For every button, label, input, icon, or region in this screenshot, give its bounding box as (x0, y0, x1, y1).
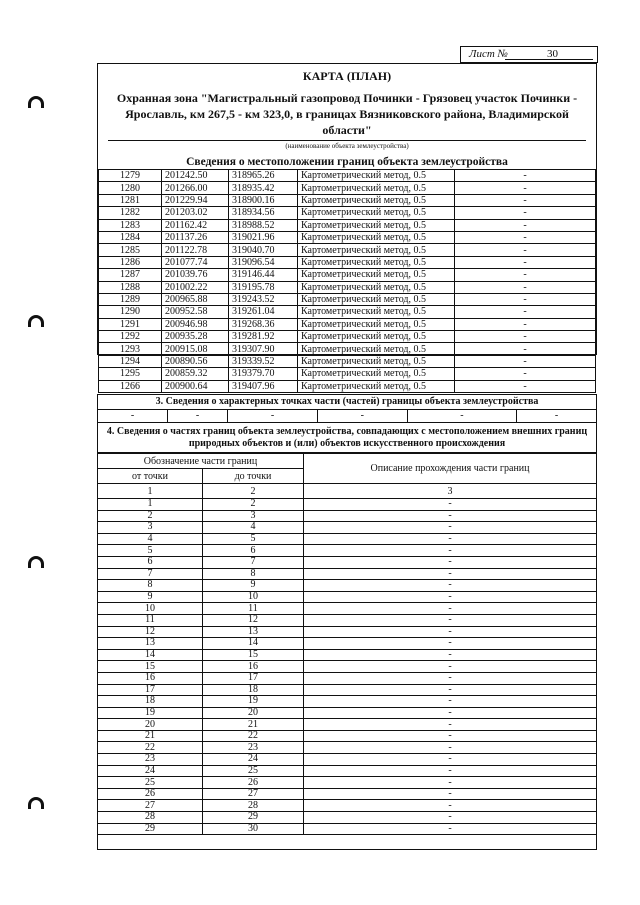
col-desc-header: Описание прохождения части границ (304, 454, 597, 484)
boundary-part-row (98, 777, 596, 789)
coord-row (99, 269, 596, 281)
part-cell-desc: - (304, 591, 597, 603)
part-cell-from: 29 (98, 823, 203, 835)
coord-cell-x: 200915.08 (162, 343, 229, 355)
part-cell-to: 30 (203, 823, 304, 835)
coord-cell-y: 319096.54 (229, 256, 298, 268)
part-cell-desc: - (304, 580, 597, 592)
part-cell-desc: - (304, 638, 597, 650)
boundary-part-row (98, 765, 596, 777)
boundary-part-row (98, 649, 596, 661)
part-cell-desc: - (304, 533, 597, 545)
coord-cell-method: Картометрический метод, 0.5 (298, 231, 455, 243)
boundary-part-row (98, 545, 596, 557)
coord-cell-point: 1291 (99, 318, 162, 330)
part-cell-from: 17 (98, 684, 203, 696)
numbering-from: 1 (98, 484, 203, 499)
binder-hole (28, 96, 44, 108)
boundary-part-row (98, 719, 596, 731)
coord-row (99, 368, 596, 380)
part-cell-desc: - (304, 603, 597, 615)
sheet-label: Лист № (469, 48, 508, 60)
coord-cell-point: 1288 (99, 281, 162, 293)
coord-cell-method: Картометрический метод, 0.5 (298, 306, 455, 318)
coord-cell-y: 319268.36 (229, 318, 298, 330)
part-cell-to: 12 (203, 614, 304, 626)
part-cell-to: 14 (203, 638, 304, 650)
binder-hole (28, 556, 44, 568)
boundary-part-row (98, 533, 596, 545)
section3-cell: - (554, 410, 559, 421)
part-cell-from: 25 (98, 777, 203, 789)
coord-cell-x: 201137.26 (162, 231, 229, 243)
part-cell-desc: - (304, 499, 597, 511)
coord-row (99, 293, 596, 305)
boundary-part-row (98, 823, 596, 835)
coord-row (99, 256, 596, 268)
part-cell-to: 21 (203, 719, 304, 731)
boundary-part-row (98, 684, 596, 696)
coord-cell-y: 319040.70 (229, 244, 298, 256)
part-cell-to: 7 (203, 556, 304, 568)
coord-cell-point: 1287 (99, 269, 162, 281)
part-cell-to: 17 (203, 672, 304, 684)
part-cell-desc: - (304, 823, 597, 835)
coord-cell-y: 319021.96 (229, 231, 298, 243)
part-cell-desc: - (304, 719, 597, 731)
part-cell-to: 27 (203, 788, 304, 800)
coord-cell-point: 1292 (99, 331, 162, 343)
numbering-desc: 3 (304, 484, 597, 499)
col-group-header: Обозначение части границ (98, 454, 304, 469)
boundary-part-row (98, 510, 596, 522)
part-cell-from: 20 (98, 719, 203, 731)
coord-cell-desc: - (455, 380, 596, 392)
coord-cell-y: 318934.56 (229, 207, 298, 219)
coord-cell-point: 1285 (99, 244, 162, 256)
part-cell-from: 15 (98, 661, 203, 673)
part-cell-to: 20 (203, 707, 304, 719)
part-cell-to: 22 (203, 730, 304, 742)
part-cell-desc: - (304, 777, 597, 789)
coord-row (99, 281, 596, 293)
coord-cell-method: Картометрический метод, 0.5 (298, 355, 455, 367)
part-cell-desc: - (304, 626, 597, 638)
boundary-part-row (98, 626, 596, 638)
coord-cell-method: Картометрический метод, 0.5 (298, 256, 455, 268)
section3-title: 3. Сведения о характерных точках части (частей) границы объекта землеустройства (98, 395, 596, 410)
coord-cell-desc: - (455, 182, 596, 194)
coord-cell-method: Картометрический метод, 0.5 (298, 170, 455, 182)
coord-cell-method: Картометрический метод, 0.5 (298, 331, 455, 343)
coord-cell-point: 1286 (99, 256, 162, 268)
coord-cell-y: 318988.52 (229, 219, 298, 231)
boundary-part-row (98, 754, 596, 766)
part-cell-desc: - (304, 696, 597, 708)
coord-cell-method: Картометрический метод, 0.5 (298, 318, 455, 330)
part-cell-desc: - (304, 754, 597, 766)
boundary-part-row (98, 638, 596, 650)
coord-cell-x: 201122.78 (162, 244, 229, 256)
boundary-part-row (98, 742, 596, 754)
sheet-number: 30 (547, 48, 558, 60)
sheet-number-box (460, 46, 598, 63)
coord-cell-x: 200946.98 (162, 318, 229, 330)
part-cell-to: 6 (203, 545, 304, 557)
coord-cell-y: 319243.52 (229, 293, 298, 305)
boundary-part-row (98, 603, 596, 615)
caption-divider (108, 140, 586, 141)
coord-cell-x: 200952.58 (162, 306, 229, 318)
coord-cell-y: 319195.78 (229, 281, 298, 293)
coord-cell-y: 319307.90 (229, 343, 298, 355)
part-cell-from: 24 (98, 765, 203, 777)
part-cell-to: 15 (203, 649, 304, 661)
boundary-part-row (98, 522, 596, 534)
coord-row (99, 343, 596, 355)
coord-cell-point: 1289 (99, 293, 162, 305)
boundary-parts-table (98, 453, 596, 835)
part-cell-from: 3 (98, 522, 203, 534)
coord-cell-desc: - (455, 231, 596, 243)
col-to-header: до точки (203, 469, 304, 484)
part-cell-to: 26 (203, 777, 304, 789)
coord-row (99, 355, 596, 367)
section3-cell: - (98, 410, 168, 422)
part-cell-to: 11 (203, 603, 304, 615)
part-cell-from: 22 (98, 742, 203, 754)
part-cell-from: 7 (98, 568, 203, 580)
coord-cell-desc: - (455, 355, 596, 367)
part-cell-desc: - (304, 742, 597, 754)
coord-cell-x: 201039.76 (162, 269, 229, 281)
coord-cell-y: 319281.92 (229, 331, 298, 343)
coord-cell-method: Картометрический метод, 0.5 (298, 281, 455, 293)
part-cell-desc: - (304, 684, 597, 696)
part-cell-from: 8 (98, 580, 203, 592)
coord-cell-desc: - (455, 219, 596, 231)
boundary-part-row (98, 499, 596, 511)
section3-cell: - (228, 410, 318, 422)
part-cell-to: 16 (203, 661, 304, 673)
coord-cell-desc: - (455, 170, 596, 182)
col-from-header: от точки (98, 469, 203, 484)
coord-cell-y: 319407.96 (229, 380, 298, 392)
section4-title: 4. Сведения о частях границ объекта землеустройства, совпадающих с местоположением внешних границ природных объектов и (или) объектов искусственного происхождения (98, 423, 596, 453)
boundary-part-row (98, 591, 596, 603)
coord-cell-method: Картометрический метод, 0.5 (298, 219, 455, 231)
boundary-part-row (98, 580, 596, 592)
part-cell-to: 13 (203, 626, 304, 638)
coord-cell-point: 1266 (99, 380, 162, 392)
coordinates-table (98, 169, 596, 393)
coord-cell-y: 319339.52 (229, 355, 298, 367)
part-cell-desc: - (304, 649, 597, 661)
coord-row (99, 380, 596, 392)
part-cell-to: 2 (203, 499, 304, 511)
part-cell-desc: - (304, 556, 597, 568)
part-cell-desc: - (304, 765, 597, 777)
boundary-part-row (98, 730, 596, 742)
document-title: КАРТА (ПЛАН) (302, 69, 392, 83)
part-cell-desc: - (304, 730, 597, 742)
part-cell-to: 18 (203, 684, 304, 696)
coord-cell-point: 1279 (99, 170, 162, 182)
coord-cell-x: 201242.50 (162, 170, 229, 182)
part-cell-desc: - (304, 672, 597, 684)
part-cell-desc: - (304, 568, 597, 580)
coord-cell-point: 1294 (99, 355, 162, 367)
coord-cell-x: 201002.22 (162, 281, 229, 293)
section2-title: Сведения о местоположении границ объекта землеустройства (186, 156, 508, 168)
coord-row (99, 219, 596, 231)
part-cell-to: 8 (203, 568, 304, 580)
coord-cell-x: 200900.64 (162, 380, 229, 392)
coord-cell-point: 1283 (99, 219, 162, 231)
coord-cell-method: Картометрический метод, 0.5 (298, 244, 455, 256)
coord-cell-desc: - (455, 306, 596, 318)
sections-block (97, 394, 597, 850)
section3-cell: - (168, 410, 228, 422)
coord-row (99, 207, 596, 219)
coord-cell-point: 1281 (99, 194, 162, 206)
coord-cell-x: 200859.32 (162, 368, 229, 380)
part-cell-from: 19 (98, 707, 203, 719)
part-cell-from: 4 (98, 533, 203, 545)
boundary-part-row (98, 788, 596, 800)
coord-cell-method: Картометрический метод, 0.5 (298, 293, 455, 305)
coord-cell-point: 1282 (99, 207, 162, 219)
coord-cell-method: Картометрический метод, 0.5 (298, 182, 455, 194)
part-cell-from: 26 (98, 788, 203, 800)
part-cell-to: 10 (203, 591, 304, 603)
part-cell-to: 24 (203, 754, 304, 766)
part-cell-to: 28 (203, 800, 304, 812)
coord-cell-y: 319261.04 (229, 306, 298, 318)
coord-cell-x: 200965.88 (162, 293, 229, 305)
coord-cell-method: Картометрический метод, 0.5 (298, 380, 455, 392)
coord-cell-x: 200890.56 (162, 355, 229, 367)
coord-cell-point: 1280 (99, 182, 162, 194)
coord-cell-x: 200935.28 (162, 331, 229, 343)
part-cell-desc: - (304, 812, 597, 824)
numbering-to: 2 (203, 484, 304, 499)
binder-hole (28, 797, 44, 809)
part-cell-to: 3 (203, 510, 304, 522)
coord-cell-x: 201077.74 (162, 256, 229, 268)
coord-cell-desc: - (455, 368, 596, 380)
boundary-part-row (98, 800, 596, 812)
part-cell-to: 29 (203, 812, 304, 824)
coord-cell-point: 1284 (99, 231, 162, 243)
part-cell-from: 18 (98, 696, 203, 708)
coord-row (99, 244, 596, 256)
coord-row (99, 306, 596, 318)
part-cell-desc: - (304, 707, 597, 719)
coord-cell-y: 319146.44 (229, 269, 298, 281)
part-cell-to: 4 (203, 522, 304, 534)
coord-cell-desc: - (455, 331, 596, 343)
coord-cell-y: 318900.16 (229, 194, 298, 206)
coord-cell-x: 201203.02 (162, 207, 229, 219)
caption: (наименование объекта землеустройства) (285, 142, 409, 150)
coord-cell-desc: - (455, 256, 596, 268)
part-cell-desc: - (304, 545, 597, 557)
part-cell-desc: - (304, 614, 597, 626)
part-cell-from: 13 (98, 638, 203, 650)
part-cell-to: 19 (203, 696, 304, 708)
coord-row (99, 318, 596, 330)
part-cell-desc: - (304, 788, 597, 800)
boundary-part-row (98, 672, 596, 684)
coord-row (99, 182, 596, 194)
part-cell-desc: - (304, 800, 597, 812)
map-plan-block (97, 63, 597, 392)
boundary-part-row (98, 556, 596, 568)
section3-row (98, 410, 596, 423)
coord-cell-desc: - (455, 194, 596, 206)
coord-cell-point: 1290 (99, 306, 162, 318)
boundary-part-row (98, 661, 596, 673)
boundary-part-row (98, 614, 596, 626)
part-cell-to: 5 (203, 533, 304, 545)
coord-cell-desc: - (455, 281, 596, 293)
part-cell-to: 9 (203, 580, 304, 592)
boundary-part-row (98, 707, 596, 719)
part-cell-to: 25 (203, 765, 304, 777)
part-cell-from: 6 (98, 556, 203, 568)
part-cell-from: 10 (98, 603, 203, 615)
part-cell-from: 9 (98, 591, 203, 603)
part-cell-to: 23 (203, 742, 304, 754)
part-cell-from: 11 (98, 614, 203, 626)
coord-cell-x: 201266.00 (162, 182, 229, 194)
coord-row (99, 170, 596, 182)
part-cell-from: 28 (98, 812, 203, 824)
coord-row (99, 231, 596, 243)
part-cell-from: 14 (98, 649, 203, 661)
coord-cell-point: 1293 (99, 343, 162, 355)
part-cell-from: 27 (98, 800, 203, 812)
part-cell-from: 12 (98, 626, 203, 638)
zone-name: Охранная зона "Магистральный газопровод Починки - Грязовец участок Починки - Ярославль, км 267,5 - км 323,0, в границах Вязниковского района, Владимирской области" (116, 91, 578, 137)
coord-cell-desc: - (455, 293, 596, 305)
part-cell-from: 2 (98, 510, 203, 522)
coord-cell-y: 318935.42 (229, 182, 298, 194)
boundary-part-row (98, 696, 596, 708)
coord-row (99, 194, 596, 206)
binder-hole (28, 315, 44, 327)
coord-cell-x: 201229.94 (162, 194, 229, 206)
part-cell-from: 23 (98, 754, 203, 766)
section3-cell: - (408, 410, 517, 422)
coord-cell-method: Картометрический метод, 0.5 (298, 368, 455, 380)
coord-cell-method: Картометрический метод, 0.5 (298, 269, 455, 281)
coord-cell-method: Картометрический метод, 0.5 (298, 207, 455, 219)
coord-cell-method: Картометрический метод, 0.5 (298, 343, 455, 355)
coord-cell-y: 319379.70 (229, 368, 298, 380)
coord-cell-desc: - (455, 343, 596, 355)
coord-cell-desc: - (455, 318, 596, 330)
part-cell-from: 21 (98, 730, 203, 742)
part-cell-desc: - (304, 510, 597, 522)
boundary-part-row (98, 568, 596, 580)
coord-cell-desc: - (455, 207, 596, 219)
coord-cell-x: 201162.42 (162, 219, 229, 231)
coord-cell-desc: - (455, 269, 596, 281)
part-cell-desc: - (304, 522, 597, 534)
part-cell-desc: - (304, 661, 597, 673)
coord-row (99, 331, 596, 343)
coord-cell-desc: - (455, 244, 596, 256)
coord-cell-y: 318965.26 (229, 170, 298, 182)
part-cell-from: 5 (98, 545, 203, 557)
coord-cell-point: 1295 (99, 368, 162, 380)
coord-cell-method: Картометрический метод, 0.5 (298, 194, 455, 206)
part-cell-from: 16 (98, 672, 203, 684)
boundary-part-row (98, 812, 596, 824)
part-cell-from: 1 (98, 499, 203, 511)
section3-cell: - (318, 410, 408, 422)
